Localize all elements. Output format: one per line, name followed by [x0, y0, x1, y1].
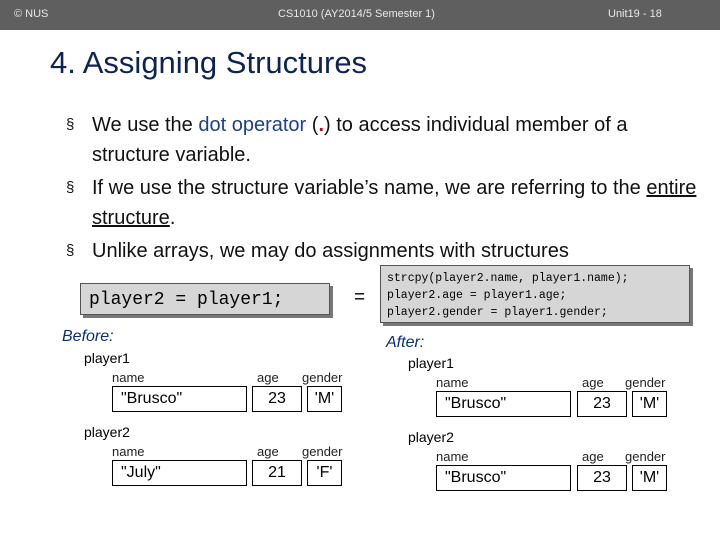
slide-header	[0, 0, 720, 30]
after-player1-name-value: "Brusco"	[436, 391, 571, 417]
code-line: strcpy(player2.name, player1.name);	[387, 272, 629, 285]
before-player2-label: player2	[84, 424, 130, 440]
dot-operator-term: dot operator	[198, 114, 307, 136]
bullet-text: If we use the structure variable’s name, we are referring to the	[92, 177, 647, 199]
field-gender-label: gender	[625, 449, 666, 464]
expanded-code-box	[380, 265, 690, 323]
bullet-text: .	[169, 207, 176, 229]
before-player1-age-value: 23	[252, 386, 302, 412]
field-age-label: age	[257, 370, 279, 385]
bullet-list	[66, 110, 706, 269]
course-title: CS1010 (AY2014/5 Semester 1)	[278, 8, 435, 20]
field-name-label: name	[112, 370, 145, 385]
before-player1-label: player1	[84, 350, 130, 366]
before-player1-gender-value: 'M'	[307, 386, 342, 412]
after-label: After:	[386, 334, 425, 351]
slide-title: 4. Assigning Structures	[50, 45, 368, 80]
after-player2-label: player2	[408, 429, 454, 445]
after-player2-age-value: 23	[577, 465, 627, 491]
slide-number: Unit19 - 18	[608, 8, 662, 20]
before-player2-age-value: 21	[252, 460, 302, 486]
before-player1-name-value: "Brusco"	[112, 386, 247, 412]
bullet-text: Unlike arrays, we may do assignments with structures	[92, 240, 569, 262]
field-name-label: name	[436, 449, 469, 464]
copyright-text: © NUS	[14, 8, 49, 20]
equals-sign: =	[354, 287, 366, 308]
field-gender-label: gender	[302, 370, 343, 385]
field-name-label: name	[436, 375, 469, 390]
bullet-text: We use the	[92, 114, 199, 136]
bullet-marker: §	[66, 179, 75, 196]
bullet-item	[66, 110, 706, 170]
before-label: Before:	[62, 328, 114, 345]
entire-structure-term: entire structure	[92, 177, 697, 229]
dot-symbol: .	[318, 114, 324, 136]
after-player1-gender-value: 'M'	[632, 391, 667, 417]
before-player2-name-value: "July"	[112, 460, 247, 486]
after-player2-name-value: "Brusco"	[436, 465, 571, 491]
before-player2-gender-value: 'F'	[307, 460, 342, 486]
field-age-label: age	[582, 449, 604, 464]
code-line: player2.gender = player1.gender;	[387, 306, 608, 319]
field-age-label: age	[257, 444, 279, 459]
bullet-item	[66, 236, 706, 266]
field-age-label: age	[582, 375, 604, 390]
after-player1-label: player1	[408, 355, 454, 371]
bullet-text: (	[306, 114, 319, 136]
field-gender-label: gender	[302, 444, 343, 459]
bullet-marker: §	[66, 116, 75, 133]
field-name-label: name	[112, 444, 145, 459]
after-player1-age-value: 23	[577, 391, 627, 417]
bullet-marker: §	[66, 242, 75, 259]
after-player2-gender-value: 'M'	[632, 465, 667, 491]
field-gender-label: gender	[625, 375, 666, 390]
bullet-text: ) to access individual member of a structure variable.	[92, 114, 628, 166]
bullet-item	[66, 173, 706, 233]
assignment-code-box: player2 = player1;	[80, 283, 330, 315]
code-line: player2.age = player1.age;	[387, 289, 567, 302]
